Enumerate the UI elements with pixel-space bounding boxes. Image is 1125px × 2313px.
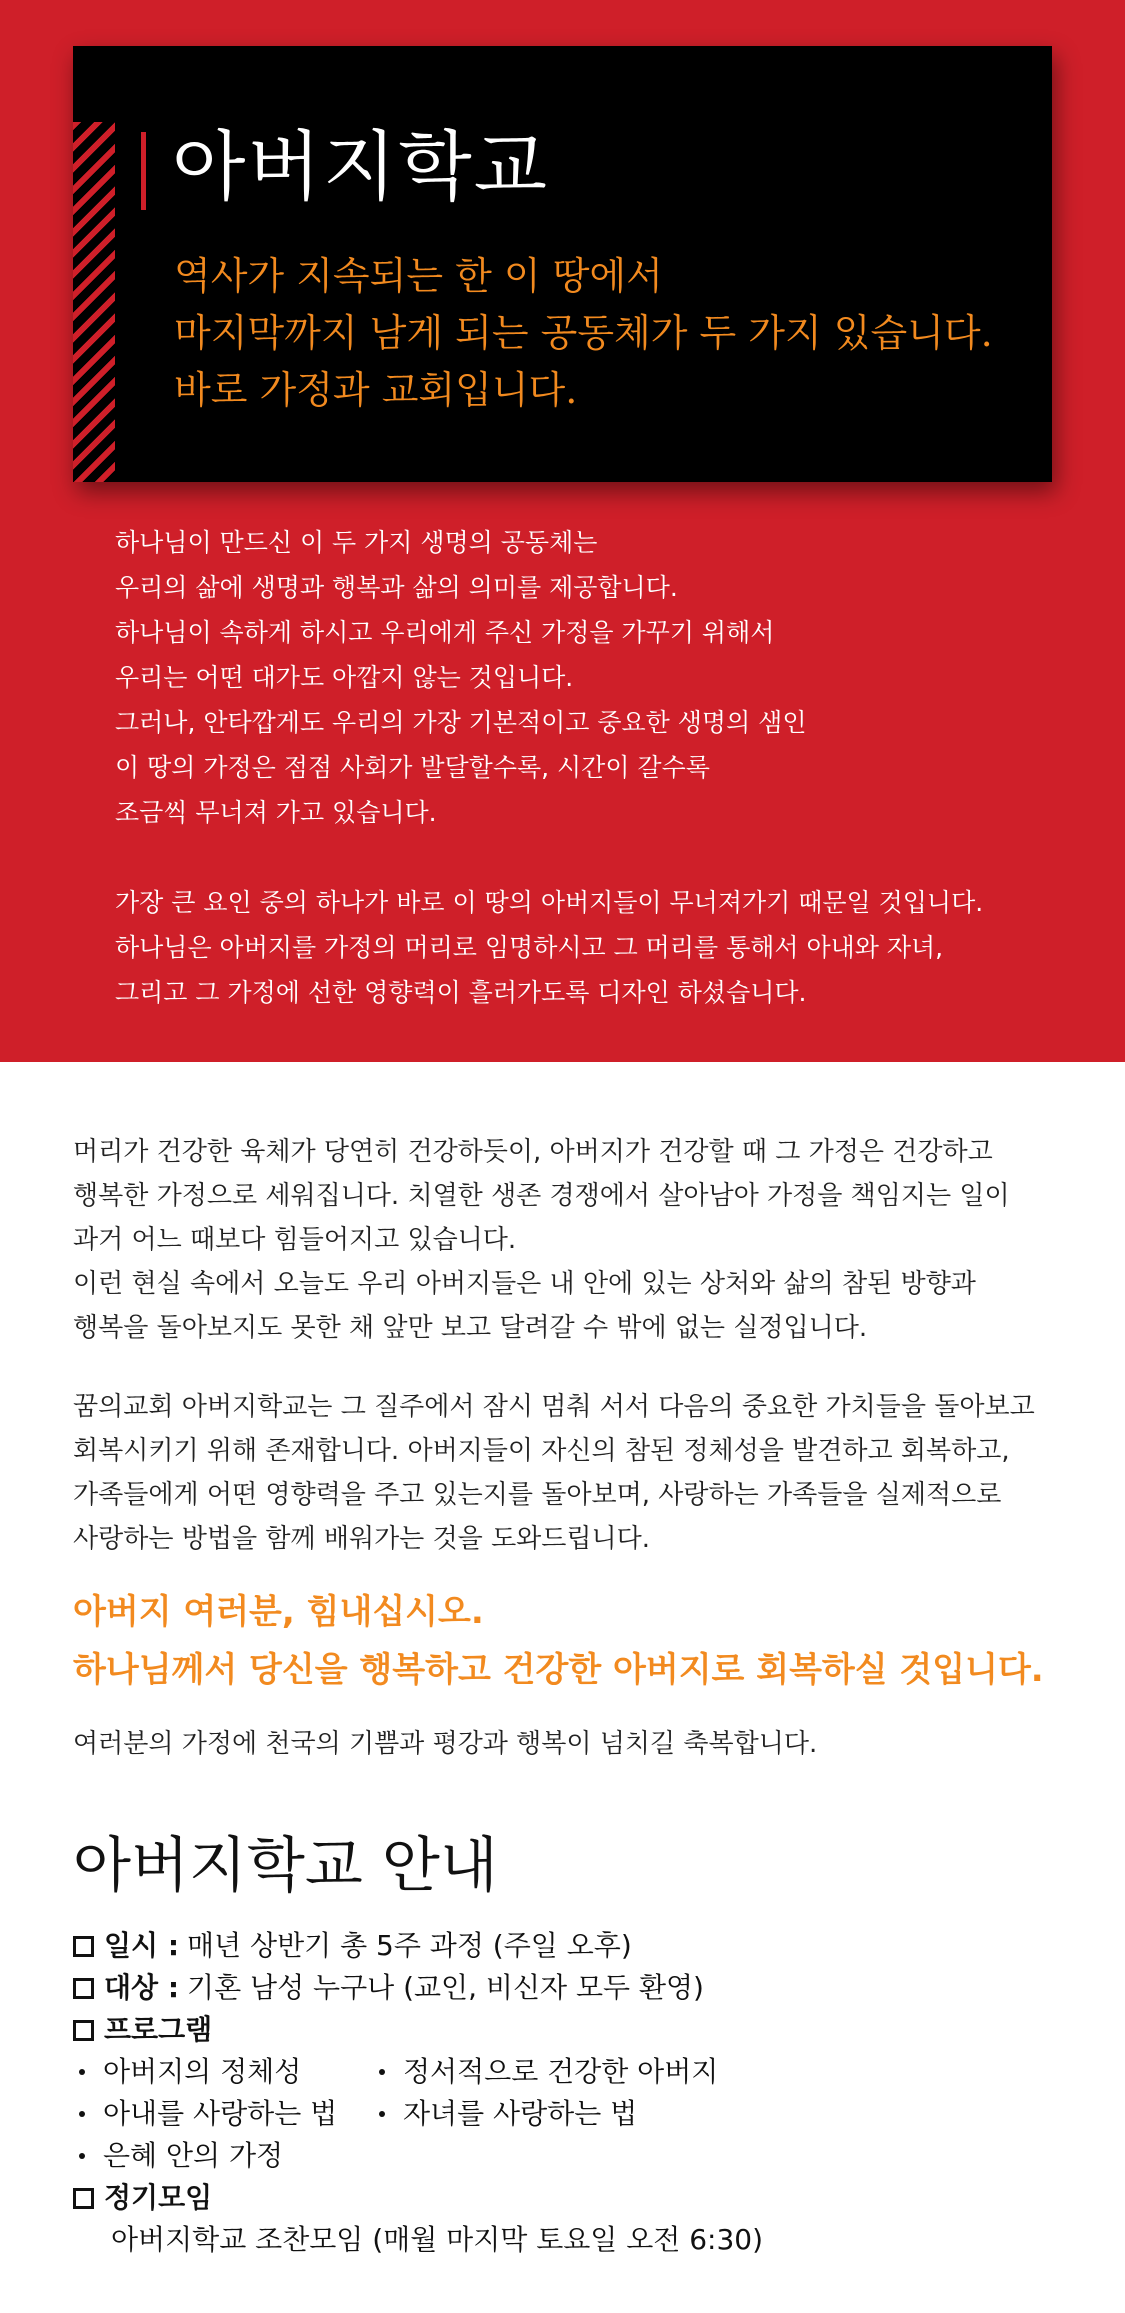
program-list xyxy=(73,2051,763,2177)
meeting-row xyxy=(73,2177,763,2219)
text-line: 조금씩 무너져 가고 있습니다. xyxy=(115,798,437,827)
list-item: 아내를 사랑하는 법 xyxy=(73,2093,373,2135)
text-line: 하나님께서 당신을 행복하고 건강한 아버지로 회복하실 것입니다. xyxy=(73,1650,1044,1690)
encouragement-text xyxy=(73,1583,1044,1699)
text-line: 행복한 가정으로 세워집니다. 치열한 생존 경쟁에서 살아남아 가정을 책임지는 일이 xyxy=(73,1181,1010,1211)
body-paragraph xyxy=(73,1130,1073,1350)
checkbox-icon xyxy=(73,1936,94,1957)
meeting-value: 아버지학교 조찬모임 (매월 마지막 토요일 오전 6:30) xyxy=(111,2223,764,2256)
text-line: 행복을 돌아보지도 못한 채 앞만 보고 달려갈 수 밖에 없는 실정입니다. xyxy=(73,1313,868,1343)
text-line: 하나님은 아버지를 가정의 머리로 임명하시고 그 머리를 통해서 아내와 자녀, xyxy=(115,933,944,962)
bullet-icon xyxy=(79,2069,85,2075)
page-title: 아버지학교 xyxy=(172,122,550,211)
text-line: 회복시키기 위해 존재합니다. 아버지들이 자신의 참된 정체성을 발견하고 회복하고, xyxy=(73,1436,1010,1466)
subtitle-line: 역사가 지속되는 한 이 땅에서 xyxy=(174,254,663,298)
schedule-value: 매년 상반기 총 5주 과정 (주일 오후) xyxy=(187,1929,632,1962)
bullet-icon xyxy=(79,2153,85,2159)
subtitle-line: 바로 가정과 교회입니다. xyxy=(174,368,578,412)
hero-subtitle xyxy=(174,248,993,419)
target-row xyxy=(73,1967,763,2009)
blessing-text: 여러분의 가정에 천국의 기쁨과 평강과 행복이 넘치길 축복합니다. xyxy=(73,1729,818,1759)
text-line: 이런 현실 속에서 오늘도 우리 아버지들은 내 안에 있는 상처와 삶의 참된 방향과 xyxy=(73,1269,976,1299)
bullet-icon xyxy=(379,2111,385,2117)
meeting-value-row xyxy=(73,2219,763,2261)
checkbox-icon xyxy=(73,1978,94,1999)
checkbox-icon xyxy=(73,2188,94,2209)
text-line: 가장 큰 요인 중의 하나가 바로 이 땅의 아버지들이 무너져가기 때문일 것입니다. xyxy=(115,888,984,917)
subtitle-line: 마지막까지 남게 되는 공동체가 두 가지 있습니다. xyxy=(174,311,993,355)
bullet-icon xyxy=(379,2069,385,2075)
list-item: 자녀를 사랑하는 법 xyxy=(373,2093,713,2135)
schedule-row xyxy=(73,1925,763,1967)
body-paragraph xyxy=(73,1385,1073,1561)
target-label: 대상 : xyxy=(104,1971,180,2004)
decorative-stripes xyxy=(73,122,115,482)
list-item: 아버지의 정체성 xyxy=(73,2051,373,2093)
title-accent-bar xyxy=(141,132,146,210)
text-line: 우리의 삶에 생명과 행복과 삶의 의미를 제공합니다. xyxy=(115,573,678,602)
text-line: 사랑하는 방법을 함께 배워가는 것을 도와드립니다. xyxy=(73,1524,651,1554)
text-line: 하나님이 속하게 하시고 우리에게 주신 가정을 가꾸기 위해서 xyxy=(115,618,775,647)
program-row xyxy=(73,2009,763,2051)
bullet-icon xyxy=(79,2111,85,2117)
info-list xyxy=(73,1925,763,2261)
schedule-label: 일시 : xyxy=(104,1929,180,1962)
text-line: 머리가 건강한 육체가 당연히 건강하듯이, 아버지가 건강할 때 그 가정은 건강하고 xyxy=(73,1137,993,1167)
text-line: 아버지 여러분, 힘내십시오. xyxy=(73,1592,484,1632)
text-line: 하나님이 만드신 이 두 가지 생명의 공동체는 xyxy=(115,528,598,557)
target-value: 기혼 남성 누구나 (교인, 비신자 모두 환영) xyxy=(187,1971,704,2004)
text-line: 과거 어느 때보다 힘들어지고 있습니다. xyxy=(73,1225,517,1255)
list-item: 정서적으로 건강한 아버지 xyxy=(373,2051,713,2093)
text-line: 그러나, 안타깝게도 우리의 가장 기본적이고 중요한 생명의 샘인 xyxy=(115,708,807,737)
info-section-title: 아버지학교 안내 xyxy=(73,1831,498,1901)
text-line: 이 땅의 가정은 점점 사회가 발달할수록, 시간이 갈수록 xyxy=(115,753,710,782)
list-item: 은혜 안의 가정 xyxy=(73,2135,373,2177)
text-line: 그리고 그 가정에 선한 영향력이 흘러가도록 디자인 하셨습니다. xyxy=(115,978,807,1007)
meeting-label: 정기모임 xyxy=(104,2181,213,2214)
text-line: 우리는 어떤 대가도 아깝지 않는 것입니다. xyxy=(115,663,574,692)
intro-text xyxy=(115,520,983,1015)
program-label: 프로그램 xyxy=(104,2013,213,2046)
checkbox-icon xyxy=(73,2020,94,2041)
text-line: 꿈의교회 아버지학교는 그 질주에서 잠시 멈춰 서서 다음의 중요한 가치들을 돌아보고 xyxy=(73,1392,1035,1422)
text-line: 가족들에게 어떤 영향력을 주고 있는지를 돌아보며, 사랑하는 가족들을 실제적으로 xyxy=(73,1480,1002,1510)
